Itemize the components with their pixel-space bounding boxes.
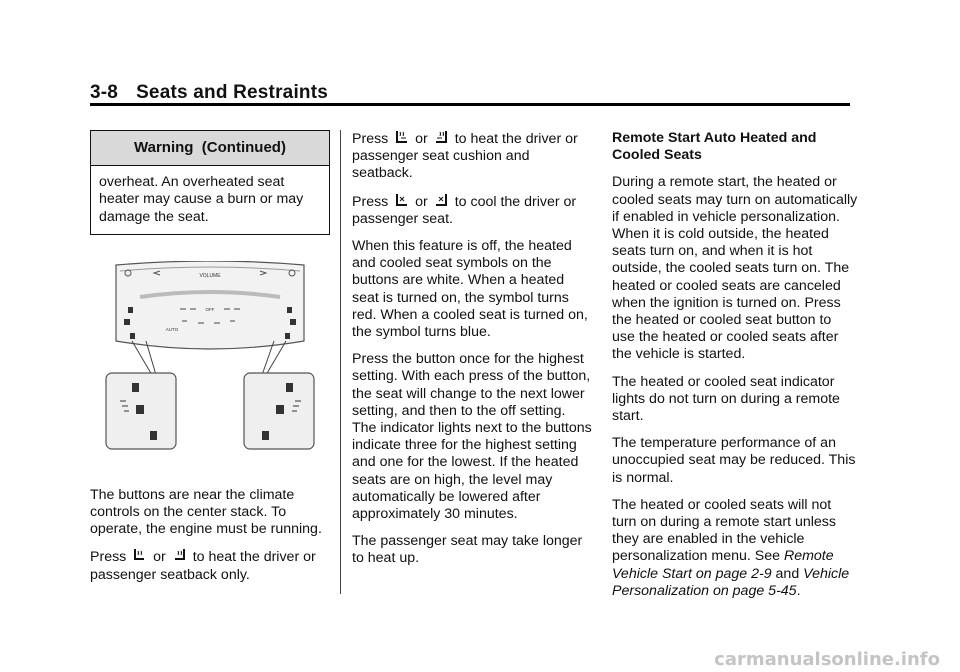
- driver-seat-cool-icon: [150, 431, 157, 440]
- col2-paragraph-4: Press the button once for the highest setting. With each press of the button, the seat will change to the next lower setting, and then to the off setting. The indicator lights next to the buttons indicate three for the highest setting and one for the lowest. If the heated seats are on high, the level may automatically be lowered after approximately 30 minutes.: [352, 351, 592, 523]
- seat-cool-passenger-icon: [434, 193, 449, 208]
- climate-control-figure: [90, 261, 330, 477]
- seat-cool-driver-icon: [394, 193, 409, 208]
- section-title: Seats and Restraints: [136, 82, 329, 103]
- watermark: carmanualsonline.info: [714, 649, 940, 670]
- page-header: [90, 82, 328, 104]
- column-1: [90, 130, 330, 594]
- off-label: OFF: [205, 306, 215, 312]
- remote-vehicle-start-link[interactable]: Remote Vehicle Start on page 2-9: [612, 548, 834, 582]
- col2-paragraph-1: Press or to heat the driver or passenger seat cushion and seatback.: [352, 131, 578, 182]
- col1-paragraph-1: The buttons are near the climate controls on the center stack. To operate, the engine must be running.: [90, 486, 322, 538]
- seatback-heat-driver-icon: [132, 548, 147, 563]
- col3-paragraph-1: During a remote start, the heated or cooled seats may turn on automatically if enabled in vehicle personalization. When it is cold outside, the heated seats turn on, and when it is hot outside, the cooled seats turn on. The heated or cooled seats are canceled when the ignition is turned on. Press the heated or cooled seat button to use the heated or cooled seats after the vehicle is started.: [612, 174, 858, 363]
- warning-box: [90, 130, 330, 235]
- col3-paragraph-2: The heated or cooled seat indicator lights do not turn on during a remote start.: [612, 373, 840, 425]
- warning-body: overheat. An overheated seat heater may cause a burn or may damage the seat.: [99, 174, 304, 225]
- driver-seatback-heat-icon: [132, 383, 139, 392]
- seatback-heat-passenger-icon: [172, 548, 187, 563]
- seat-heat-passenger-icon: [434, 130, 449, 145]
- warning-title: Warning (Continued): [91, 131, 329, 166]
- column-3: [612, 130, 858, 610]
- col2-paragraph-2: Press or to cool the driver or passenger seat.: [352, 193, 577, 227]
- col2-paragraph-3: When this feature is off, the heated and cooled seat symbols on the buttons are white. When a heated seat is turned on, the symbol turns red. When a cooled seat is turned on, the symbol turns blue.: [352, 238, 588, 341]
- auto-label: AUTO: [165, 326, 179, 332]
- section-number: 3-8: [90, 82, 119, 103]
- column-2: [352, 130, 592, 578]
- volume-label: VOLUME: [199, 272, 221, 279]
- passenger-seat-heat-icon: [276, 405, 284, 414]
- vehicle-personalization-link[interactable]: Vehicle Personalization on page 5-45: [612, 565, 850, 599]
- col1-paragraph-2: Press or to heat the driver or passenger seatback only.: [90, 549, 316, 583]
- header-rule: [90, 103, 850, 106]
- column-divider: [340, 130, 341, 594]
- driver-seat-heat-icon: [136, 405, 144, 414]
- col2-paragraph-5: The passenger seat may take longer to heat up.: [352, 533, 583, 567]
- col3-paragraph-3: The temperature performance of an unoccupied seat may be reduced. This is normal.: [612, 435, 856, 486]
- passenger-seatback-heat-icon: [286, 383, 293, 392]
- remote-start-heading: Remote Start Auto Heated and Cooled Seats: [612, 130, 817, 164]
- passenger-seat-cool-icon: [262, 431, 269, 440]
- climate-panel-illustration: [90, 261, 330, 477]
- col3-paragraph-4: The heated or cooled seats will not turn on during a remote start unless they are enabled in the vehicle personalization menu. See Remote Vehicle Start on page 2-9 and Vehicle Personalization on page 5-45.: [612, 496, 850, 599]
- seat-heat-driver-icon: [394, 130, 409, 145]
